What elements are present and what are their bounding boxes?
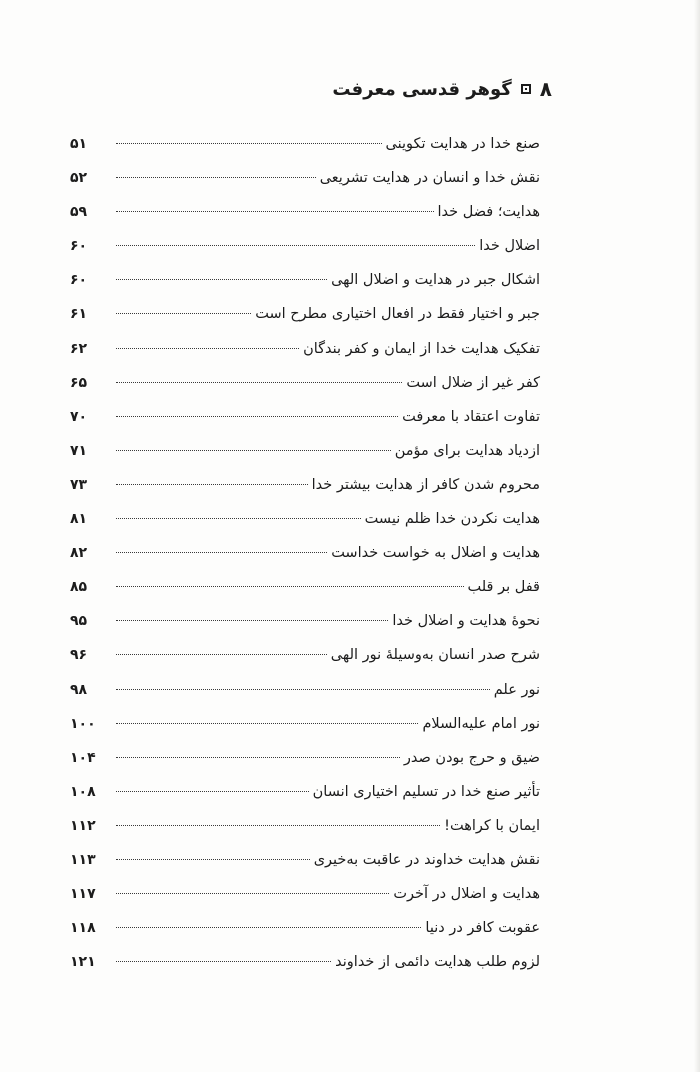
dot-leader [116, 416, 398, 417]
dot-leader [116, 177, 316, 178]
dot-leader [116, 961, 331, 962]
toc-entry-page: ۶۵ [70, 374, 88, 391]
toc-entry [70, 604, 540, 638]
toc-entry-page: ۹۵ [70, 613, 88, 630]
dot-leader [116, 484, 308, 485]
toc-entry-page: ۵۱ [70, 136, 88, 152]
toc-entry [70, 502, 540, 536]
dot-leader [116, 723, 418, 724]
toc-entry [70, 809, 540, 843]
toc-entry-title: ایمان با کراهت! [444, 817, 540, 834]
toc-entry [70, 877, 540, 911]
toc-entry-title: صنع خدا در هدایت تکوینی [385, 136, 540, 152]
toc-entry [70, 366, 540, 400]
dot-leader [116, 382, 402, 383]
dot-leader [116, 518, 361, 519]
toc-entry-title: شرح صدر انسان به‌وسیلهٔ نور الهی [330, 647, 540, 664]
toc-entry-title: محروم شدن کافر از هدایت بیشتر خدا [311, 476, 540, 493]
toc-entry-page: ۸۲ [70, 545, 88, 562]
toc-entry [70, 263, 540, 297]
toc-entry-title: تفکیک هدایت خدا از ایمان و کفر بندگان [303, 340, 540, 357]
toc-entry-page: ۵۲ [70, 170, 88, 187]
dot-leader [116, 552, 327, 553]
page-header [152, 74, 552, 104]
toc-entry-page: ۱۰۰ [70, 715, 96, 732]
toc-entry-title: ازدیاد هدایت برای مؤمن [394, 442, 540, 459]
toc-entry-page: ۱۱۳ [70, 851, 96, 868]
square-bullet-icon [521, 84, 531, 94]
toc-entry [70, 775, 540, 809]
page-edge-shadow [694, 0, 700, 1072]
toc-entry [70, 229, 540, 263]
toc-entry-page: ۷۰ [70, 408, 88, 425]
toc-entry-title: قفل بر قلب [467, 579, 540, 596]
toc-entry [70, 332, 540, 366]
toc-entry [70, 673, 540, 707]
toc-entry-title: نور علم [493, 681, 540, 698]
table-of-contents [70, 127, 540, 979]
toc-entry-page: ۹۶ [70, 647, 88, 664]
dot-leader [116, 143, 382, 144]
toc-entry-title: تأثیر صنع خدا در تسلیم اختیاری انسان [312, 783, 540, 800]
toc-entry-title: لزوم طلب هدایت دائمی از خداوند [335, 954, 540, 971]
page-number: ۸ [539, 77, 552, 101]
dot-leader [116, 211, 434, 212]
toc-entry-page: ۱۰۴ [70, 749, 96, 766]
toc-entry [70, 127, 540, 161]
toc-entry-title: ضیق و حرج بودن صدر [403, 749, 540, 766]
toc-entry [70, 400, 540, 434]
toc-entry [70, 434, 540, 468]
toc-entry [70, 297, 540, 331]
toc-entry [70, 741, 540, 775]
toc-entry-page: ۶۱ [70, 306, 88, 323]
dot-leader [116, 313, 251, 314]
toc-entry-page: ۱۲۱ [70, 954, 96, 971]
toc-entry-title: عقوبت کافر در دنیا [425, 920, 540, 937]
dot-leader [116, 348, 299, 349]
toc-entry-title: هدایت و اضلال در آخرت [393, 886, 540, 903]
toc-entry [70, 945, 540, 979]
toc-entry-page: ۷۳ [70, 476, 88, 493]
toc-entry-page: ۸۱ [70, 511, 88, 528]
toc-entry-page: ۶۰ [70, 272, 88, 289]
toc-entry [70, 570, 540, 604]
toc-entry-page: ۹۸ [70, 681, 88, 698]
toc-entry-page: ۱۱۷ [70, 886, 96, 903]
toc-entry-title: نقش خدا و انسان در هدایت تشریعی [319, 170, 540, 187]
dot-leader [116, 927, 421, 928]
toc-entry [70, 468, 540, 502]
dot-leader [116, 757, 400, 758]
toc-entry-title: نور امام علیه‌السلام [422, 715, 540, 732]
book-title: گوهر قدسی معرفت [332, 78, 512, 100]
toc-entry-page: ۱۱۲ [70, 817, 96, 834]
dot-leader [116, 689, 490, 690]
toc-entry-title: اضلال خدا [479, 238, 540, 255]
toc-entry-title: کفر غیر از ضلال است [406, 374, 540, 391]
dot-leader [116, 620, 388, 621]
dot-leader [116, 893, 389, 894]
toc-entry [70, 707, 540, 741]
toc-entry-title: اشکال جبر در هدایت و اضلال الهی [331, 272, 540, 289]
toc-entry-title: نحوهٔ هدایت و اضلال خدا [392, 613, 540, 630]
toc-entry-page: ۷۱ [70, 442, 88, 459]
dot-leader [116, 825, 440, 826]
dot-leader [116, 450, 391, 451]
toc-entry-title: هدایت و اضلال به خواست خداست [331, 545, 540, 562]
toc-entry-page: ۸۵ [70, 579, 88, 596]
toc-entry-title: هدایت نکردن خدا ظلم نیست [364, 511, 540, 528]
toc-entry [70, 536, 540, 570]
toc-entry-title: نقش هدایت خداوند در عاقبت به‌خیری [313, 851, 540, 868]
toc-entry [70, 638, 540, 672]
toc-entry-page: ۶۰ [70, 238, 88, 255]
toc-entry-page: ۱۱۸ [70, 920, 96, 937]
dot-leader [116, 791, 309, 792]
dot-leader [116, 654, 327, 655]
toc-entry-page: ۶۲ [70, 340, 88, 357]
toc-entry-page: ۵۹ [70, 204, 88, 221]
toc-entry-title: هدایت؛ فضل خدا [437, 204, 540, 221]
dot-leader [116, 859, 310, 860]
toc-entry [70, 843, 540, 877]
toc-entry-page: ۱۰۸ [70, 783, 96, 800]
dot-leader [116, 245, 475, 246]
toc-entry [70, 911, 540, 945]
toc-entry [70, 161, 540, 195]
toc-entry-title: تفاوت اعتقاد با معرفت [402, 408, 540, 425]
toc-entry-title: جبر و اختیار فقط در افعال اختیاری مطرح است [255, 306, 540, 323]
toc-entry [70, 195, 540, 229]
dot-leader [116, 586, 464, 587]
dot-leader [116, 279, 327, 280]
